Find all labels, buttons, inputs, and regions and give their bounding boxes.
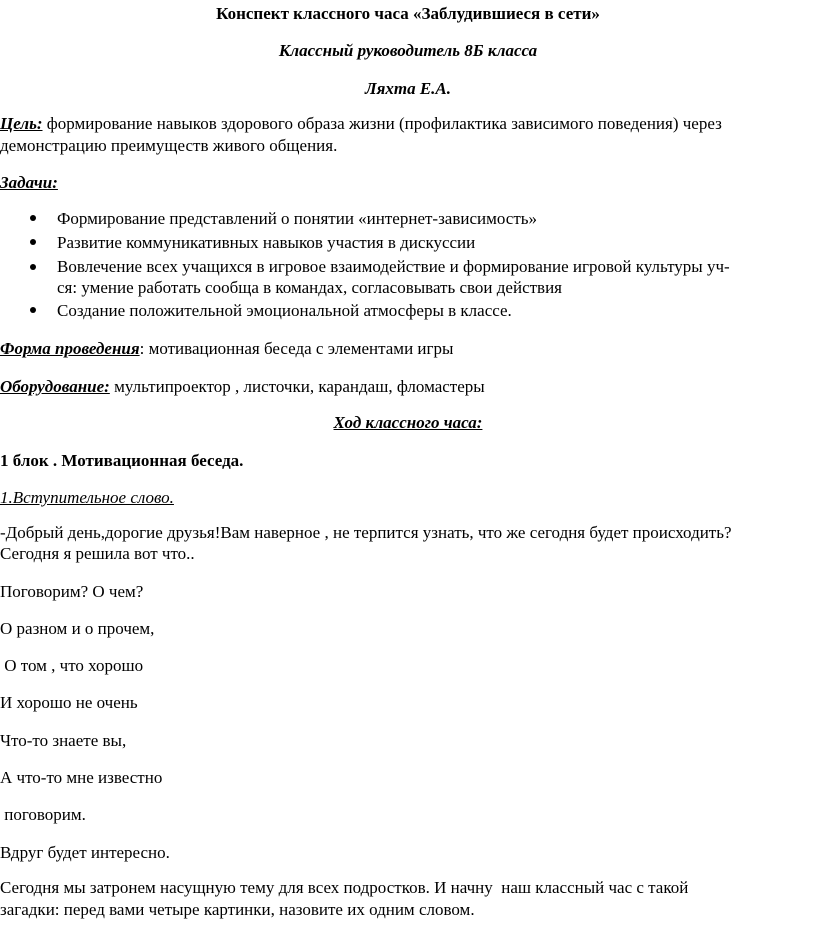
task-text: Создание положительной эмоциональной атмосферы в классе. [57,301,512,320]
poem-line: Поговорим? О чем? [0,582,144,601]
task-text: Развитие коммуникативных навыков участия в дискуссии [57,233,476,252]
goal-text-line1: формирование навыков здорового образа жизни (профилактика зависимого поведения) через [42,114,722,133]
document-title: Конспект классного часа «Заблудившиеся в сети» [216,4,600,23]
closing-line2: загадки: перед вами четыре картинки, назовите их одним словом. [0,900,475,919]
speech-line1: -Добрый день,дорогие друзья!Вам наверное , не терпится узнать, что же сегодня будет происходить? [0,523,732,542]
goal-text-line2: демонстрацию преимуществ живого общения. [0,136,338,155]
teacher-role: Классный руководитель 8Б класса [278,41,538,60]
poem-line: поговорим. [0,805,86,824]
bullet-icon [30,307,36,313]
goal-label: Цель: [0,114,43,133]
poem-line: О том , что хорошо [0,656,144,675]
form-paragraph [0,338,453,360]
form-text: : мотивационная беседа с элементами игры [139,339,454,358]
closing-line1: Сегодня мы затронем насущную тему для всех подростков. И начну наш классный час с такой [0,878,689,897]
equipment-label: Оборудование: [0,377,110,396]
poem-line: О разном и о прочем, [0,619,155,638]
block1-title: 1 блок . Мотивационная беседа. [0,451,244,470]
poem-line: Что-то знаете вы, [0,731,127,750]
task-text: Формирование представлений о понятии «интернет-зависимость» [57,209,538,228]
course-title: Ход классного часа: [333,413,483,432]
task-text: Вовлечение всех учащихся в игровое взаимодействие и формирование игровой культуры уч- [57,257,730,276]
bullet-icon [30,264,36,270]
tasks-label: Задачи: [0,173,58,192]
block1-subtitle: 1.Вступительное слово. [0,488,174,507]
task-text-continuation: ся: умение работать сообща в командах, согласовывать свои действия [57,278,562,297]
equipment-text: мультипроектор , листочки, карандаш, фломастеры [109,377,485,396]
speech-line2: Сегодня я решила вот что.. [0,544,195,563]
equipment-paragraph [0,376,485,398]
poem-line: А что-то мне известно [0,768,163,787]
bullet-icon [30,239,36,245]
poem-line: Вдруг будет интересно. [0,843,170,862]
bullet-icon [30,215,36,221]
teacher-name: Ляхта Е.А. [364,79,452,98]
form-label: Форма проведения [0,339,140,358]
goal-paragraph [0,113,722,135]
poem-line: И хорошо не очень [0,693,138,712]
